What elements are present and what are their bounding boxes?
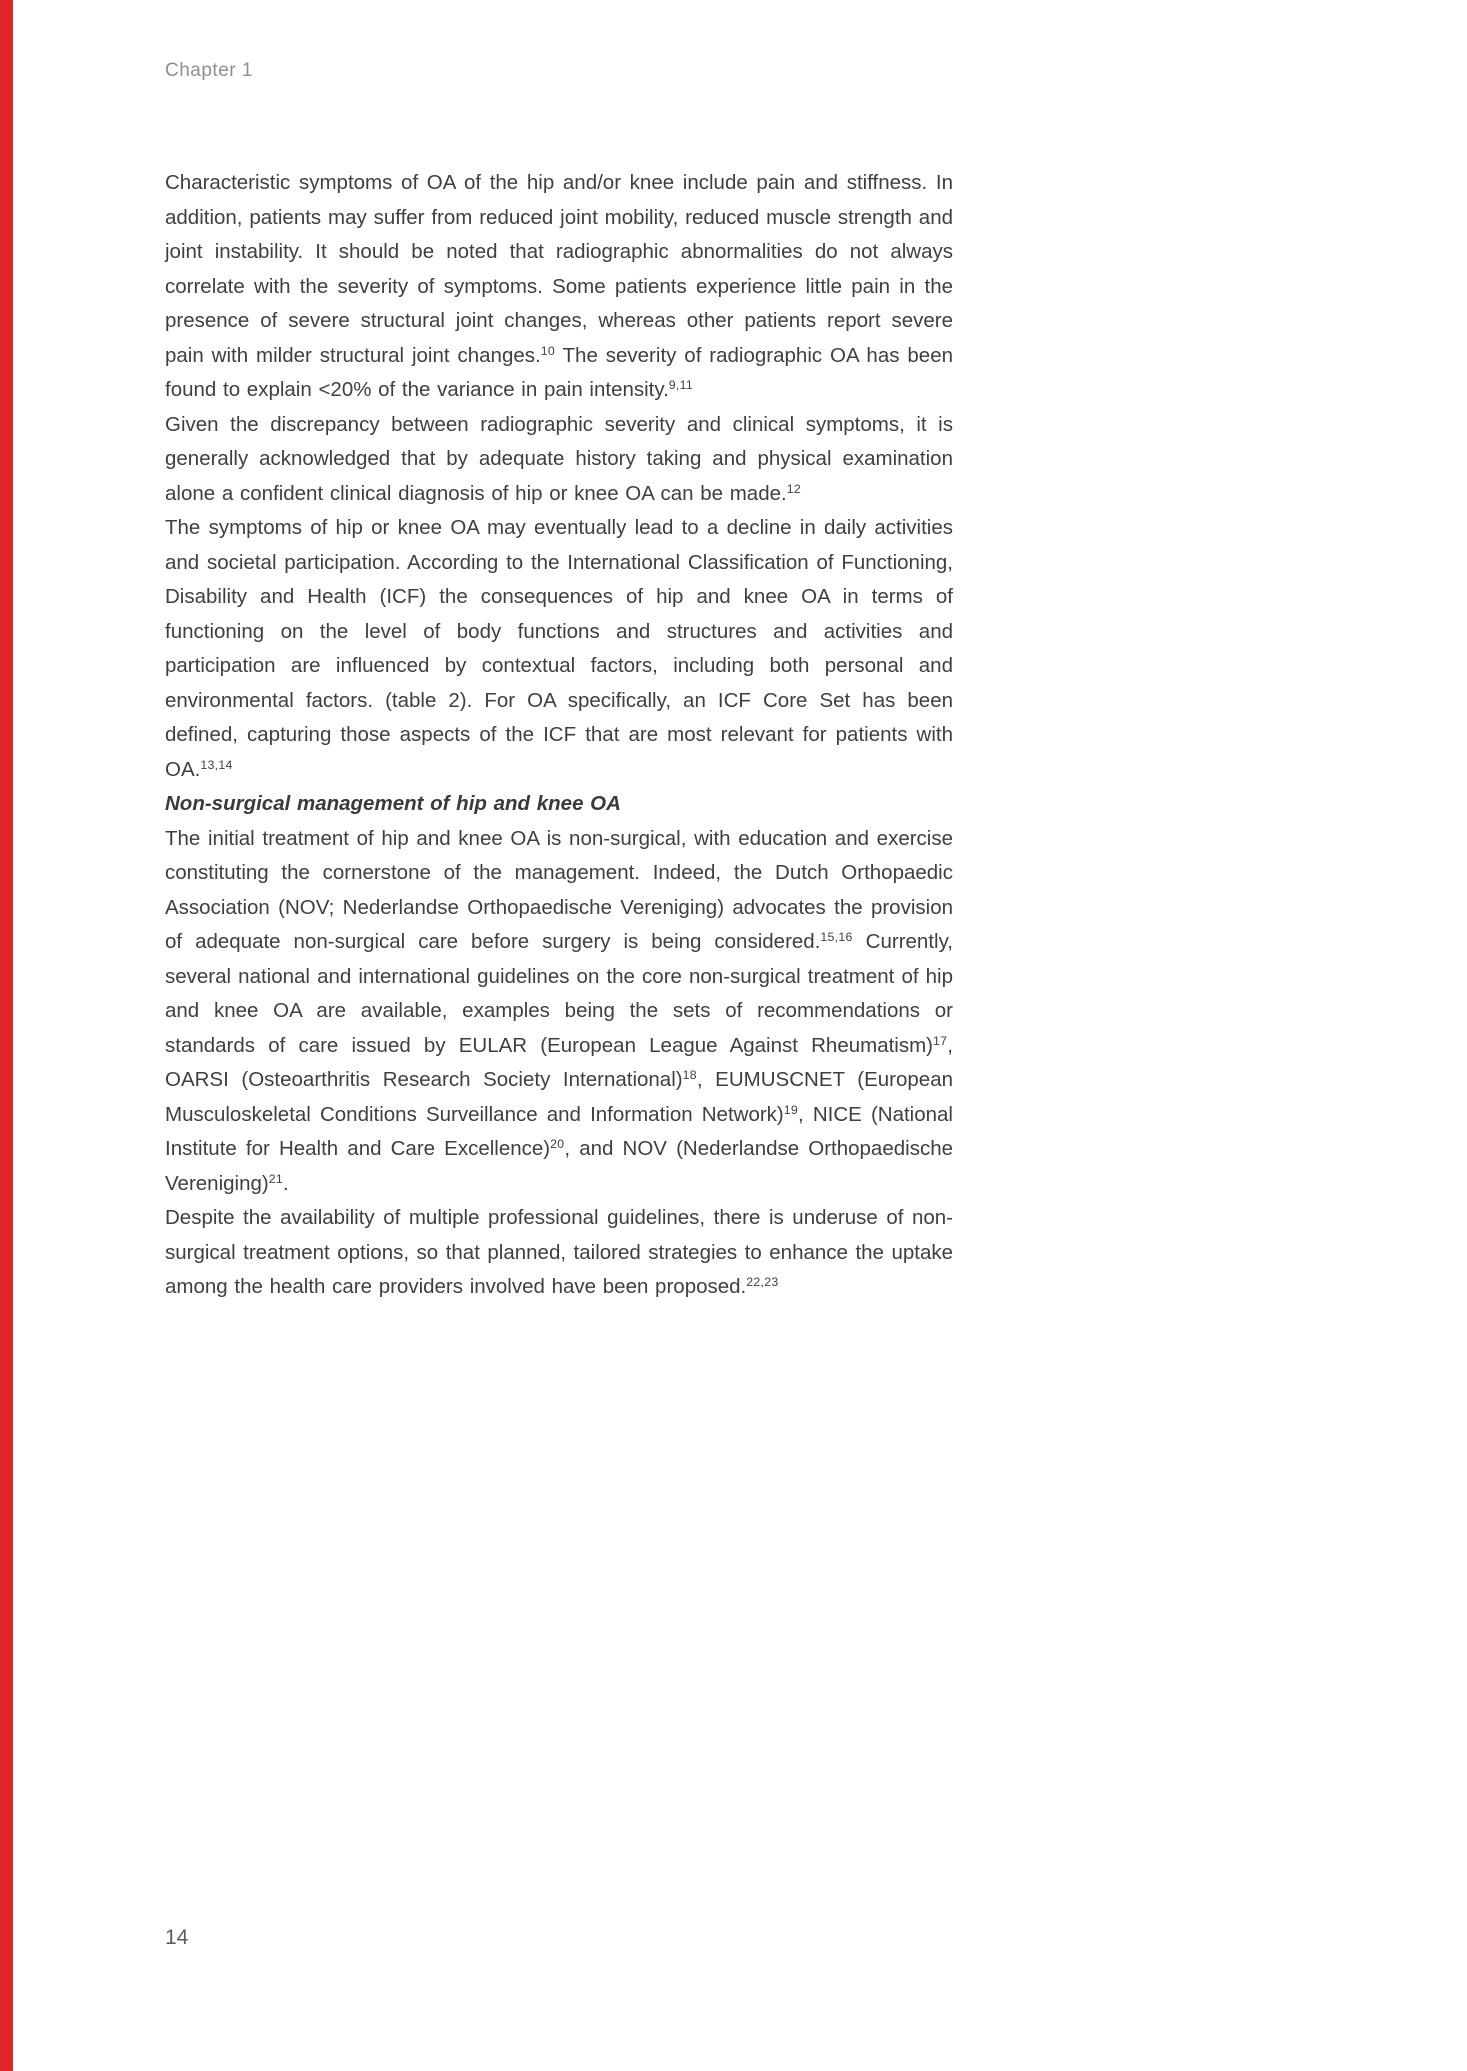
section-heading-non-surgical-management: Non-surgical management of hip and knee OA [165, 792, 621, 815]
paragraph-guidelines: The initial treatment of hip and knee OA is non-surgical, with education and exercise constituting the cornerstone of the management. Indeed, the Dutch Orthopaedic Association (NOV; Nederlandse Orthopaedische Vereniging) advocates the provision of adequate non-surgical care before surgery is being considered.$^{15,16}$ Currently, several national and international guidelines on the core non-surgical treatment of hip and knee OA are available, examples being the sets of recommendations or standards of care issued by EULAR (European League Against Rheumatism)$^{17}$, OARSI (Osteoarthritis Research Society International)$^{18}$, EUMUSCNET (European Musculoskeletal Conditions Surveillance and Information Network)$^{19}$, NICE (National Institute for Health and Care Excellence)$^{20}$, and NOV (Nederlandse Orthopaedische Vereniging)$^{21}$. [165, 826, 953, 1195]
chapter-label: Chapter 1 [165, 60, 253, 81]
page-number: 14 [165, 1926, 189, 1949]
paragraph-underuse: Despite the availability of multiple professional guidelines, there is underuse of non-surgical treatment options, so that planned, tailored strategies to enhance the uptake among the health care providers involved have been proposed.$^{22,23}$ [165, 1206, 953, 1298]
body-text [165, 166, 953, 1305]
paragraph-icf: The symptoms of hip or knee OA may eventually lead to a decline in daily activities and societal participation. According to the International Classification of Functioning, Disability and Health (ICF) the consequences of hip and knee OA in terms of functioning on the level of body functions and structures and activities and participation are influenced by contextual factors, including both personal and environmental factors. (table 2). For OA specifically, an ICF Core Set has been defined, capturing those aspects of the ICF that are most relevant for patients with OA.$^{13,14}$ [165, 516, 953, 781]
page-edge-accent-bar [0, 0, 13, 2071]
paragraph-symptoms: Characteristic symptoms of OA of the hip and/or knee include pain and stiffness. In addition, patients may suffer from reduced joint mobility, reduced muscle strength and joint instability. It should be noted that radiographic abnormalities do not always correlate with the severity of symptoms. Some patients experience little pain in the presence of severe structural joint changes, whereas other patients report severe pain with milder structural joint changes.$^{10}$ The severity of radiographic OA has been found to explain <20% of the variance in pain intensity.$^{9,11}$ [165, 171, 954, 401]
paragraph-discrepancy: Given the discrepancy between radiographic severity and clinical symptoms, it is generally acknowledged that by adequate history taking and physical examination alone a confident clinical diagnosis of hip or knee OA can be made.$^{12}$ [165, 412, 953, 505]
